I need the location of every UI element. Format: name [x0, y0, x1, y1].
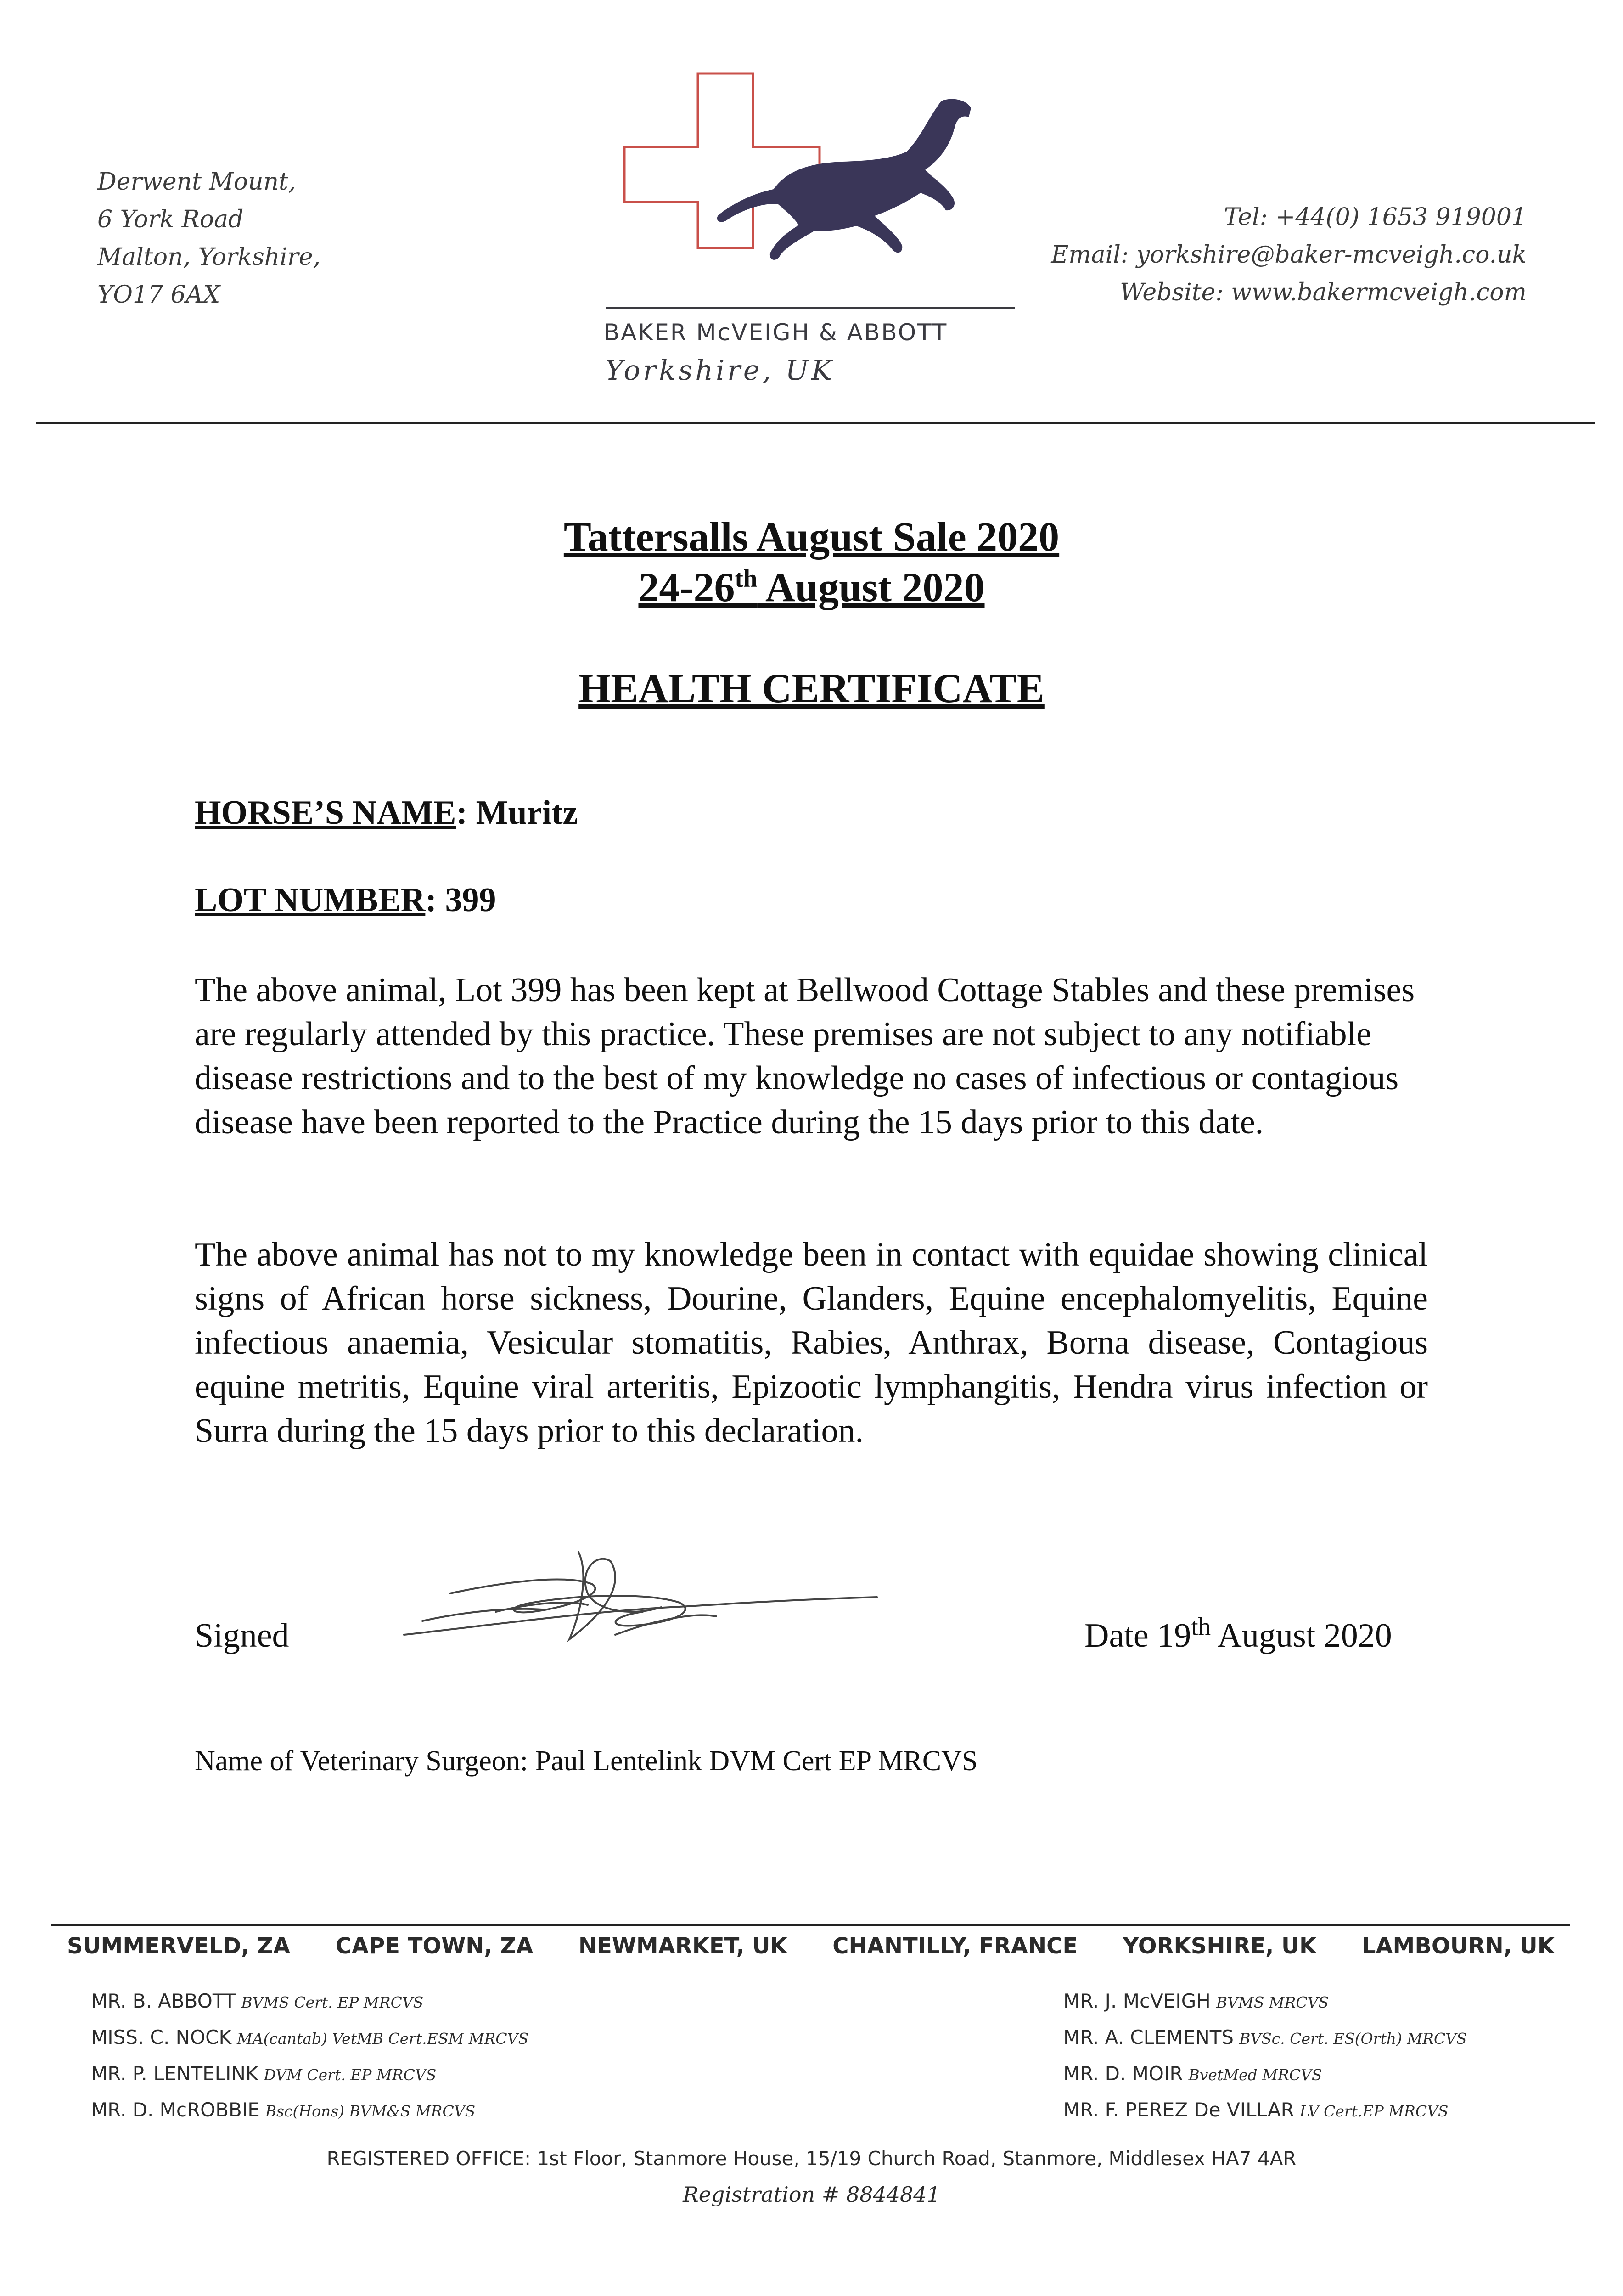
brand-name: BAKER McVEIGH & ABBOTT: [604, 319, 948, 346]
vet-signature: [395, 1543, 900, 1655]
staff-entry: MR. J. McVEIGH BVMS MRCVS: [1063, 1990, 1329, 2012]
horse-cross-logo-icon: [604, 64, 1017, 321]
staff-entry: MR. D. MOIR BvetMed MRCVS: [1063, 2062, 1322, 2085]
registration-number: Registration # 8844841: [683, 2182, 940, 2207]
footer-divider: [51, 1924, 1570, 1926]
horse-name-field: HORSE’S NAME: Muritz: [195, 794, 578, 832]
staff-entry: MR. D. McROBBIE Bsc(Hons) BVM&S MRCVS: [91, 2099, 476, 2121]
address-line: YO17 6AX: [97, 281, 220, 309]
brand-location: Yorkshire, UK: [605, 355, 835, 387]
contact-line: Tel: +44(0) 1653 919001: [1224, 203, 1527, 231]
office-location: LAMBOURN, UK: [1361, 1933, 1555, 1959]
galloping-horse-icon: [717, 99, 971, 260]
office-location: CAPE TOWN, ZA: [335, 1933, 534, 1959]
address-line: Malton, Yorkshire,: [97, 243, 321, 271]
practice-address: [97, 163, 320, 314]
staff-list-right: [1063, 1984, 1467, 2129]
premises-statement: The above animal, Lot 399 has been kept at Bellwood Cottage Stables and these premises are regularly attended by this practice. These premises are not subject to any notifiable disease restrictions and to the best of my knowledge no cases of infectious or contagious disease have been reported to the Practice during the 15 days prior to this date.: [195, 971, 1415, 1141]
veterinary-surgeon-name: Name of Veterinary Surgeon: Paul Lentelink DVM Cert EP MRCVS: [195, 1745, 978, 1777]
staff-entry: MR. B. ABBOTT BVMS Cert. EP MRCVS: [91, 1990, 424, 2012]
signature-date: Date 19th August 2020: [1084, 1612, 1392, 1654]
lot-number-field: LOT NUMBER: 399: [195, 881, 496, 919]
address-line: Derwent Mount,: [97, 168, 296, 196]
signed-label: Signed: [195, 1617, 289, 1654]
staff-entry: MISS. C. NOCK MA(cantab) VetMB Cert.ESM MRCVS: [91, 2026, 529, 2048]
handwritten-signature-icon: [395, 1543, 900, 1653]
staff-list-left: [91, 1984, 528, 2129]
staff-entry: MR. F. PEREZ De VILLAR LV Cert.EP MRCVS: [1063, 2099, 1449, 2121]
office-location: YORKSHIRE, UK: [1123, 1933, 1317, 1959]
practice-contact: [1051, 198, 1527, 311]
registered-office: REGISTERED OFFICE: 1st Floor, Stanmore House, 15/19 Church Road, Stanmore, Middlesex HA7 4AR: [326, 2147, 1297, 2170]
office-locations: [67, 1933, 1555, 1959]
sale-title: Tattersalls August Sale 2020: [563, 514, 1060, 560]
office-location: CHANTILLY, FRANCE: [832, 1933, 1078, 1959]
office-location: SUMMERVELD, ZA: [67, 1933, 291, 1959]
contact-line: Email: yorkshire@baker-mcveigh.co.uk: [1051, 241, 1527, 269]
office-location: NEWMARKET, UK: [578, 1933, 787, 1959]
disease-declaration: The above animal has not to my knowledge been in contact with equidae showing clinical signs of African horse sickness, Dourine, Glanders, Equine encephalomyelitis, Equine infectious anaemia, Vesicular stomatitis, Rabies, Anthrax, Borna disease, Contagious equine metritis, Equine viral arteritis, Epizootic lymphangitis, Hendra virus infection or Surra during the 15 days prior to this declaration.: [195, 1236, 1428, 1450]
contact-line: Website: www.bakermcveigh.com: [1120, 279, 1527, 306]
address-line: 6 York Road: [97, 206, 244, 233]
certificate-title: HEALTH CERTIFICATE: [578, 666, 1045, 711]
header-divider: [36, 422, 1595, 424]
sale-dates: 24-26th August 2020: [638, 564, 985, 610]
staff-entry: MR. A. CLEMENTS BVSc. Cert. ES(Orth) MRCVS: [1063, 2026, 1467, 2048]
staff-entry: MR. P. LENTELINK DVM Cert. EP MRCVS: [91, 2062, 437, 2085]
practice-logo: [604, 64, 1017, 404]
